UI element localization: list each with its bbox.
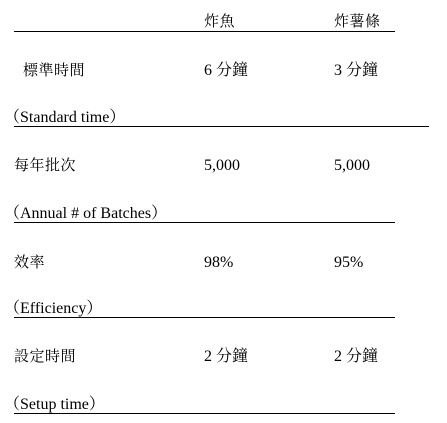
fish-setup-time: 2 分鐘 <box>204 348 249 365</box>
row-label-en-annual-batches: （Annual # of Batches） <box>4 205 168 222</box>
row-label-zh-standard-time: 標準時間 <box>23 61 86 79</box>
fries-efficiency: 95% <box>334 254 364 271</box>
row-rule-4 <box>14 413 395 414</box>
row-label-zh-efficiency: 效率 <box>14 253 46 271</box>
row-label-zh-annual-batches: 每年批次 <box>14 156 77 174</box>
fries-annual-batches: 5,000 <box>334 157 370 174</box>
header-rule <box>14 31 395 32</box>
row-rule-2 <box>14 222 395 223</box>
row-label-en-setup-time: （Setup time） <box>4 396 105 413</box>
row-rule-3 <box>14 317 395 318</box>
fish-standard-time: 6 分鐘 <box>204 62 249 79</box>
column-header-fish: 炸魚 <box>204 12 236 30</box>
fries-setup-time: 2 分鐘 <box>334 348 379 365</box>
fries-standard-time: 3 分鐘 <box>334 62 379 79</box>
row-label-en-efficiency: （Efficiency） <box>4 300 103 317</box>
row-label-en-standard-time: （Standard time） <box>4 109 126 126</box>
row-rule-1 <box>14 126 429 127</box>
fish-annual-batches: 5,000 <box>204 157 240 174</box>
column-header-fries: 炸薯條 <box>334 12 381 30</box>
fish-efficiency: 98% <box>204 254 234 271</box>
row-label-zh-setup-time: 設定時間 <box>14 347 77 365</box>
